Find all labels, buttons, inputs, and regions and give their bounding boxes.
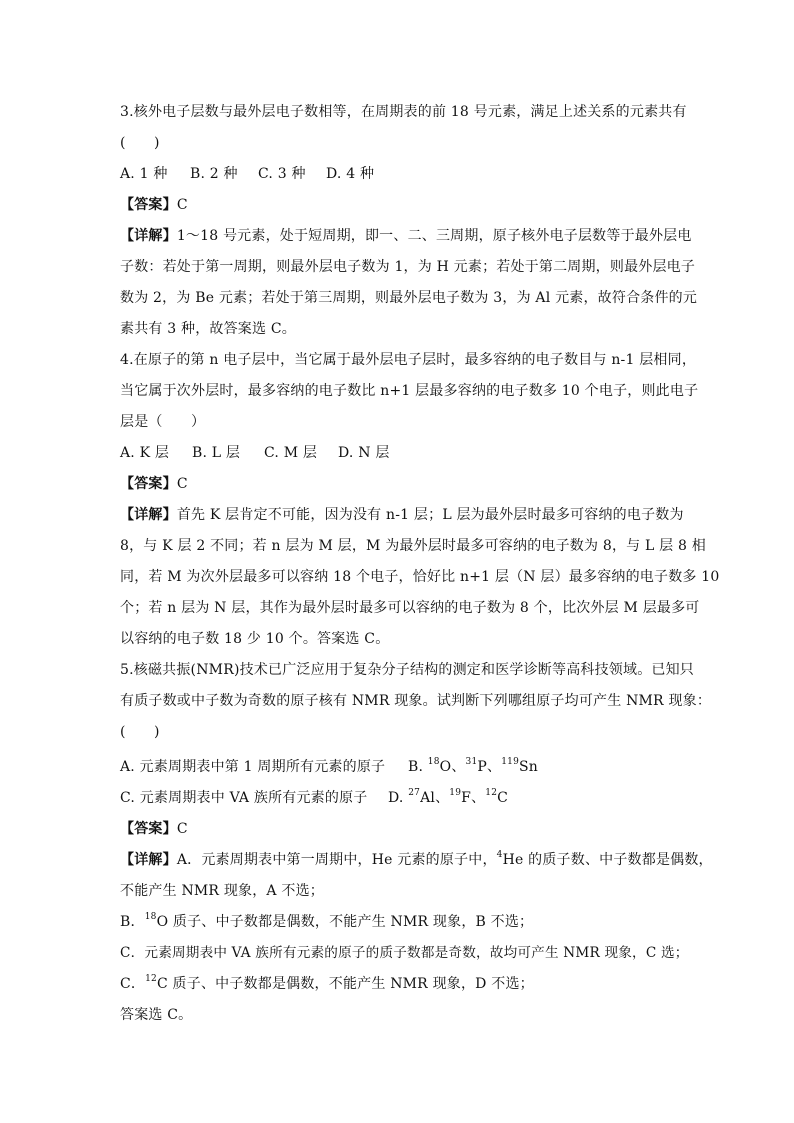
q5-detail-d (120, 974, 534, 994)
answer-value: C (176, 197, 188, 213)
mass-number: 119 (501, 757, 520, 768)
q3-option-b: B. 2 种 (190, 166, 238, 182)
q3-answer (120, 195, 188, 215)
mass-number: 12 (485, 788, 498, 799)
element-symbol: Sn (519, 759, 539, 775)
mass-number: 19 (449, 788, 462, 799)
q5-option-a: A. 元素周期表中第 1 周期所有元素的原子 (120, 759, 386, 775)
q3-detail-line-3: 数为 2，为 Be 元素；若处于第三周期，则最外层电子数为 3，为 Al 元素，故符合条件的元 (120, 290, 698, 306)
q3-stem-line-1: 3.核外电子层数与最外层电子数相等，在周期表的前 18 号元素，满足上述关系的元素共有 (120, 104, 687, 120)
mass-number: 27 (408, 788, 421, 799)
mass-number: 18 (144, 912, 157, 923)
element-symbol: F、 (461, 790, 486, 806)
detail-text: B． (120, 914, 145, 930)
q3-detail-line-1 (120, 226, 692, 246)
detail-text: He 的质子数、中子数都是偶数， (502, 852, 713, 868)
option-prefix: B. (408, 759, 428, 775)
q3-detail-line-4: 素共有 3 种，故答案选 C。 (120, 321, 296, 337)
q3-options (120, 164, 374, 184)
q3-stem-line-2: ( ) (120, 135, 160, 151)
q4-stem-line-1: 4.在原子的第 n 电子层中，当它属于最外层电子层时，最多容纳的电子数目与 n-1 层相同， (120, 352, 697, 368)
q5-detail-a-line-2: 不能产生 NMR 现象，A 不选； (120, 883, 324, 899)
mass-number: 4 (496, 850, 503, 861)
detail-text: 首先 K 层肯定不可能，因为没有 n-1 层；L 层为最外层时最多可容纳的电子数为 (176, 507, 684, 523)
detail-label: 【详解】 (120, 507, 177, 523)
mass-number: 18 (427, 757, 440, 768)
option-prefix: D. (388, 790, 409, 806)
q5-answer (120, 819, 188, 839)
q4-detail-line-3: 同，若 M 为次外层最多可以容纳 18 个电子，恰好比 n+1 层（N 层）最多容纳的电子数多 10 (120, 569, 720, 585)
detail-label: 【详解】 (120, 228, 177, 244)
q3-option-c: C. 3 种 (258, 166, 306, 182)
answer-value: C (176, 821, 188, 837)
q3-option-a: A. 1 种 (120, 166, 168, 182)
element-symbol: Al、 (420, 790, 450, 806)
answer-label: 【答案】 (120, 821, 177, 837)
q5-option-c: C. 元素周期表中 VA 族所有元素的原子 (120, 790, 368, 806)
q5-option-d (388, 788, 508, 808)
q4-options (120, 443, 390, 463)
detail-text: 1～18 号元素，处于短周期，即一、二、三周期，原子核外电子层数等于最外层电 (176, 228, 692, 244)
q4-answer (120, 474, 188, 494)
q5-options-row-2 (120, 788, 508, 808)
q4-detail-line-1 (120, 505, 684, 525)
detail-text: A．元素周期表中第一周期中，He 元素的原子中， (176, 852, 497, 868)
answer-label: 【答案】 (120, 476, 177, 492)
q4-option-d: D. N 层 (338, 445, 390, 461)
q5-conclusion: 答案选 C。 (120, 1007, 193, 1023)
answer-value: C (176, 476, 188, 492)
q5-options-row-1 (120, 757, 538, 777)
q4-option-b: B. L 层 (192, 445, 241, 461)
q4-option-a: A. K 层 (120, 445, 170, 461)
element-symbol: C (497, 790, 509, 806)
q4-detail-line-4: 个；若 n 层为 N 层，其作为最外层时最多可以容纳的电子数为 8 个，比次外层 M 层最多可 (120, 600, 700, 616)
element-symbol: P、 (477, 759, 502, 775)
q5-detail-b (120, 912, 533, 932)
q4-option-c: C. M 层 (264, 445, 318, 461)
q4-stem-line-2: 当它属于次外层时，最多容纳的电子数比 n+1 层最多容纳的电子数多 10 个电子，则此电子 (120, 383, 699, 399)
q5-option-b (408, 757, 538, 777)
q5-stem-line-3: ( ) (120, 724, 160, 740)
detail-text: O 质子、中子数都是偶数，不能产生 NMR 现象，B 不选； (156, 914, 534, 930)
detail-text: C． (120, 976, 146, 992)
q5-stem-line-2: 有质子数或中子数为奇数的原子核有 NMR 现象。试判断下列哪组原子均可产生 NMR 现象： (120, 693, 712, 709)
detail-text: C 质子、中子数都是偶数，不能产生 NMR 现象，D 不选； (156, 976, 534, 992)
q5-detail-a-line-1 (120, 850, 713, 870)
answer-label: 【答案】 (120, 197, 177, 213)
q3-detail-line-2: 子数：若处于第一周期，则最外层电子数为 1，为 H 元素；若处于第二周期，则最外层电子 (120, 259, 696, 275)
detail-label: 【详解】 (120, 852, 177, 868)
q4-stem-line-3: 层是（ ） (120, 414, 206, 430)
element-symbol: O、 (439, 759, 466, 775)
mass-number: 12 (145, 974, 157, 985)
mass-number: 31 (465, 757, 478, 768)
q5-detail-c: C．元素周期表中 VA 族所有元素的原子的质子数都是奇数，故均可产生 NMR 现象，C 选； (120, 945, 689, 961)
q4-detail-line-2: 8，与 K 层 2 不同；若 n 层为 M 层，M 为最外层时最多可容纳的电子数为 8，与 L 层 8 相 (120, 538, 706, 554)
q3-option-d: D. 4 种 (326, 166, 375, 182)
q5-stem-line-1: 5.核磁共振(NMR)技术已广泛应用于复杂分子结构的测定和医学诊断等高科技领域。已知只 (120, 662, 695, 678)
q4-detail-line-5: 以容纳的电子数 18 少 10 个。答案选 C。 (120, 631, 390, 647)
